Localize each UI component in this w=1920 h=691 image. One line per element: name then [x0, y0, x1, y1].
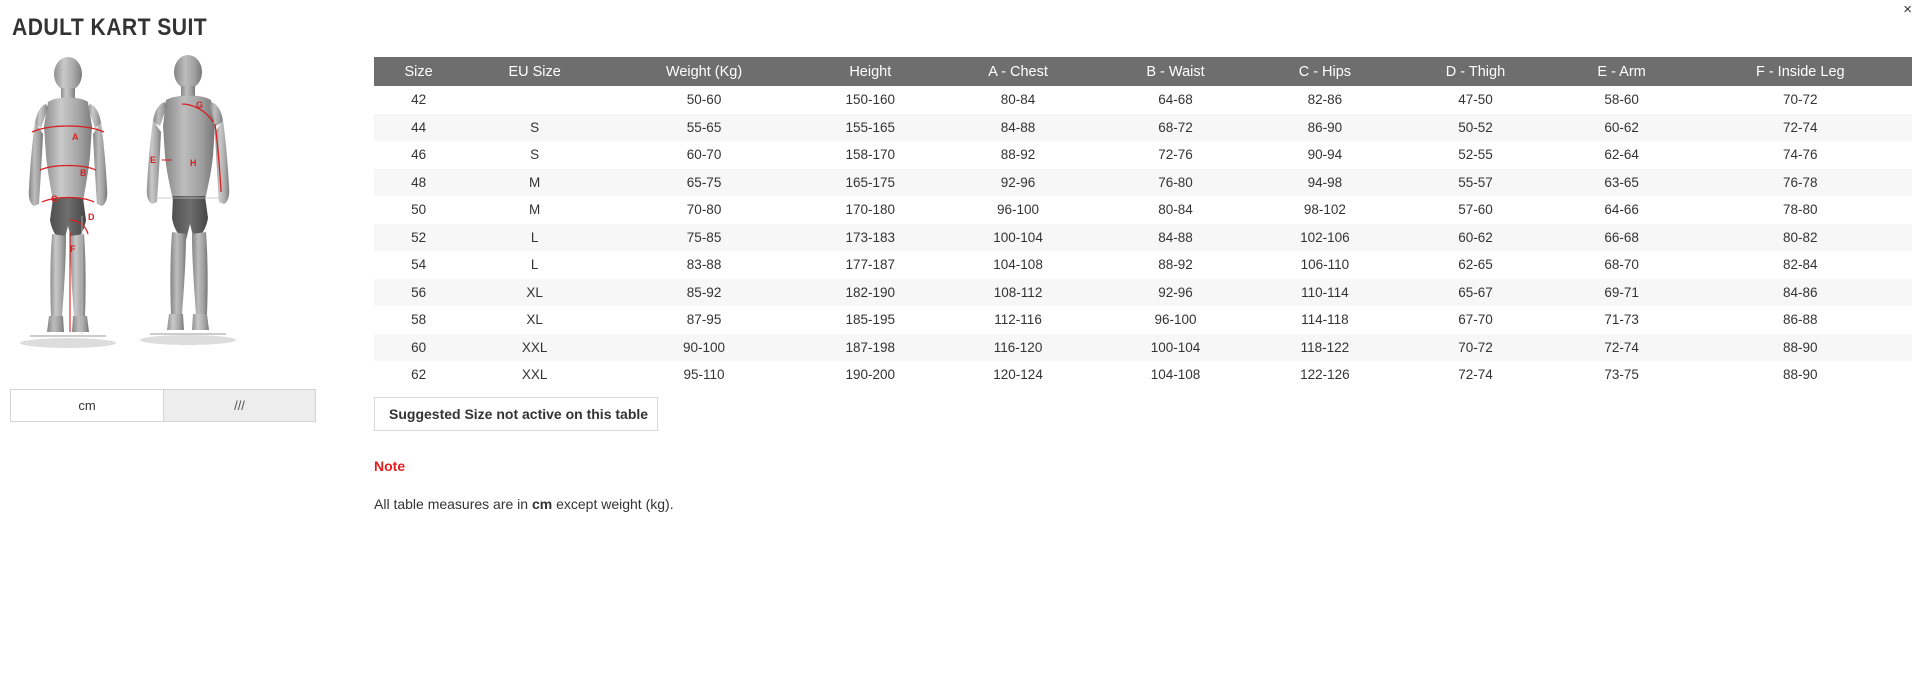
marker-f-label: F — [70, 244, 76, 254]
left-panel — [0, 0, 370, 691]
cell-chest: 120-124 — [939, 361, 1098, 389]
column-header-hips: C - Hips — [1253, 57, 1396, 86]
cell-arm: 58-60 — [1555, 86, 1689, 114]
cell-inside-leg: 70-72 — [1689, 86, 1912, 114]
cell-eu-size: L — [463, 224, 606, 252]
table-row — [374, 361, 1912, 389]
table-row — [374, 306, 1912, 334]
marker-b-label: B — [80, 168, 87, 178]
table-row — [374, 251, 1912, 279]
marker-a-label: A — [72, 132, 79, 142]
cell-waist: 104-108 — [1098, 361, 1254, 389]
cell-inside-leg: 88-90 — [1689, 334, 1912, 362]
cell-thigh: 50-52 — [1396, 114, 1554, 142]
cell-waist: 68-72 — [1098, 114, 1254, 142]
cell-eu-size: M — [463, 196, 606, 224]
cell-chest: 96-100 — [939, 196, 1098, 224]
cell-weight: 90-100 — [606, 334, 802, 362]
cell-height: 158-170 — [802, 141, 939, 169]
cell-weight: 70-80 — [606, 196, 802, 224]
cell-eu-size: XXL — [463, 361, 606, 389]
cell-weight: 85-92 — [606, 279, 802, 307]
cell-hips: 110-114 — [1253, 279, 1396, 307]
cell-arm: 60-62 — [1555, 114, 1689, 142]
cell-hips: 82-86 — [1253, 86, 1396, 114]
cell-arm: 68-70 — [1555, 251, 1689, 279]
cell-thigh: 67-70 — [1396, 306, 1554, 334]
cell-arm: 63-65 — [1555, 169, 1689, 197]
cell-height: 190-200 — [802, 361, 939, 389]
cell-height: 173-183 — [802, 224, 939, 252]
marker-h-label: H — [190, 158, 197, 168]
cell-hips: 122-126 — [1253, 361, 1396, 389]
cell-weight: 60-70 — [606, 141, 802, 169]
table-row — [374, 196, 1912, 224]
cell-arm: 73-75 — [1555, 361, 1689, 389]
note-text-bold: cm — [531, 496, 553, 512]
cell-thigh: 55-57 — [1396, 169, 1554, 197]
measurement-diagram — [10, 48, 320, 358]
table-row — [374, 169, 1912, 197]
cell-size: 48 — [374, 169, 463, 197]
cell-size: 54 — [374, 251, 463, 279]
cell-thigh: 62-65 — [1396, 251, 1554, 279]
table-row — [374, 334, 1912, 362]
unit-option-inches[interactable]: /// — [163, 390, 315, 421]
column-header-eu-size: EU Size — [463, 57, 606, 86]
cell-waist: 100-104 — [1098, 334, 1254, 362]
table-row — [374, 86, 1912, 114]
cell-height: 155-165 — [802, 114, 939, 142]
cell-waist: 72-76 — [1098, 141, 1254, 169]
cell-eu-size: M — [463, 169, 606, 197]
column-header-height: Height — [802, 57, 939, 86]
marker-d-label: D — [88, 212, 95, 222]
cell-thigh: 65-67 — [1396, 279, 1554, 307]
cell-arm: 62-64 — [1555, 141, 1689, 169]
cell-weight: 75-85 — [606, 224, 802, 252]
table-row — [374, 141, 1912, 169]
cell-eu-size: XL — [463, 306, 606, 334]
cell-eu-size: S — [463, 141, 606, 169]
cell-thigh: 57-60 — [1396, 196, 1554, 224]
cell-inside-leg: 84-86 — [1689, 279, 1912, 307]
size-table — [374, 57, 1912, 389]
cell-thigh: 70-72 — [1396, 334, 1554, 362]
cell-hips: 118-122 — [1253, 334, 1396, 362]
column-header-size: Size — [374, 57, 463, 86]
cell-eu-size: L — [463, 251, 606, 279]
cell-weight: 55-65 — [606, 114, 802, 142]
cell-chest: 108-112 — [939, 279, 1098, 307]
cell-arm: 72-74 — [1555, 334, 1689, 362]
cell-weight: 87-95 — [606, 306, 802, 334]
size-table-container — [374, 57, 1912, 389]
cell-size: 42 — [374, 86, 463, 114]
cell-height: 177-187 — [802, 251, 939, 279]
cell-chest: 80-84 — [939, 86, 1098, 114]
unit-option-cm[interactable]: cm — [11, 390, 163, 421]
cell-thigh: 60-62 — [1396, 224, 1554, 252]
cell-waist: 96-100 — [1098, 306, 1254, 334]
cell-chest: 112-116 — [939, 306, 1098, 334]
unit-toggle[interactable] — [10, 389, 316, 422]
cell-weight: 50-60 — [606, 86, 802, 114]
figure-front — [29, 57, 108, 336]
cell-hips: 114-118 — [1253, 306, 1396, 334]
column-header-weight: Weight (Kg) — [606, 57, 802, 86]
cell-inside-leg: 88-90 — [1689, 361, 1912, 389]
cell-arm: 66-68 — [1555, 224, 1689, 252]
mannequin-illustration — [10, 48, 320, 358]
cell-thigh: 52-55 — [1396, 141, 1554, 169]
cell-size: 52 — [374, 224, 463, 252]
cell-thigh: 72-74 — [1396, 361, 1554, 389]
marker-e-label: E — [150, 155, 157, 165]
cell-chest: 100-104 — [939, 224, 1098, 252]
cell-eu-size: XXL — [463, 334, 606, 362]
cell-waist: 80-84 — [1098, 196, 1254, 224]
cell-eu-size: XL — [463, 279, 606, 307]
cell-chest: 92-96 — [939, 169, 1098, 197]
cell-weight: 65-75 — [606, 169, 802, 197]
note-text-before: All table measures are in — [374, 496, 532, 512]
table-header-row — [374, 57, 1912, 86]
cell-hips: 102-106 — [1253, 224, 1396, 252]
table-row — [374, 224, 1912, 252]
cell-weight: 83-88 — [606, 251, 802, 279]
marker-c-label: C — [51, 194, 58, 204]
cell-waist: 84-88 — [1098, 224, 1254, 252]
cell-waist: 64-68 — [1098, 86, 1254, 114]
column-header-arm: E - Arm — [1555, 57, 1689, 86]
cell-height: 185-195 — [802, 306, 939, 334]
cell-arm: 69-71 — [1555, 279, 1689, 307]
cell-arm: 71-73 — [1555, 306, 1689, 334]
cell-hips: 86-90 — [1253, 114, 1396, 142]
close-icon[interactable]: × — [1903, 1, 1912, 18]
cell-inside-leg: 86-88 — [1689, 306, 1912, 334]
cell-eu-size: S — [463, 114, 606, 142]
cell-hips: 98-102 — [1253, 196, 1396, 224]
size-table-body — [374, 86, 1912, 389]
cell-waist: 92-96 — [1098, 279, 1254, 307]
column-header-thigh: D - Thigh — [1396, 57, 1554, 86]
cell-size: 44 — [374, 114, 463, 142]
page-title: ADULT KART SUIT — [12, 14, 208, 41]
cell-size: 60 — [374, 334, 463, 362]
cell-thigh: 47-50 — [1396, 86, 1554, 114]
cell-hips: 106-110 — [1253, 251, 1396, 279]
cell-inside-leg: 80-82 — [1689, 224, 1912, 252]
cell-chest: 116-120 — [939, 334, 1098, 362]
cell-height: 187-198 — [802, 334, 939, 362]
cell-inside-leg: 74-76 — [1689, 141, 1912, 169]
cell-size: 50 — [374, 196, 463, 224]
cell-arm: 64-66 — [1555, 196, 1689, 224]
note-text — [374, 496, 674, 512]
cell-chest: 84-88 — [939, 114, 1098, 142]
cell-height: 170-180 — [802, 196, 939, 224]
cell-inside-leg: 72-74 — [1689, 114, 1912, 142]
column-header-waist: B - Waist — [1098, 57, 1254, 86]
cell-size: 56 — [374, 279, 463, 307]
cell-inside-leg: 78-80 — [1689, 196, 1912, 224]
cell-eu-size — [463, 86, 606, 114]
cell-height: 182-190 — [802, 279, 939, 307]
note-title: Note — [374, 458, 406, 474]
cell-inside-leg: 82-84 — [1689, 251, 1912, 279]
cell-weight: 95-110 — [606, 361, 802, 389]
table-row — [374, 279, 1912, 307]
cell-height: 165-175 — [802, 169, 939, 197]
cell-chest: 104-108 — [939, 251, 1098, 279]
cell-hips: 90-94 — [1253, 141, 1396, 169]
cell-chest: 88-92 — [939, 141, 1098, 169]
suggested-size-box — [374, 397, 658, 431]
marker-g-label: G — [196, 100, 204, 110]
size-table-head — [374, 57, 1912, 86]
cell-waist: 76-80 — [1098, 169, 1254, 197]
note-text-after: except weight (kg). — [552, 496, 674, 512]
cell-waist: 88-92 — [1098, 251, 1254, 279]
cell-height: 150-160 — [802, 86, 939, 114]
suggested-size-label: Suggested Size not active on this table — [389, 406, 649, 422]
cell-inside-leg: 76-78 — [1689, 169, 1912, 197]
cell-size: 58 — [374, 306, 463, 334]
cell-size: 62 — [374, 361, 463, 389]
cell-size: 46 — [374, 141, 463, 169]
cell-hips: 94-98 — [1253, 169, 1396, 197]
column-header-chest: A - Chest — [939, 57, 1098, 86]
table-row — [374, 114, 1912, 142]
column-header-inside-leg: F - Inside Leg — [1689, 57, 1912, 86]
figure-back — [147, 55, 230, 334]
